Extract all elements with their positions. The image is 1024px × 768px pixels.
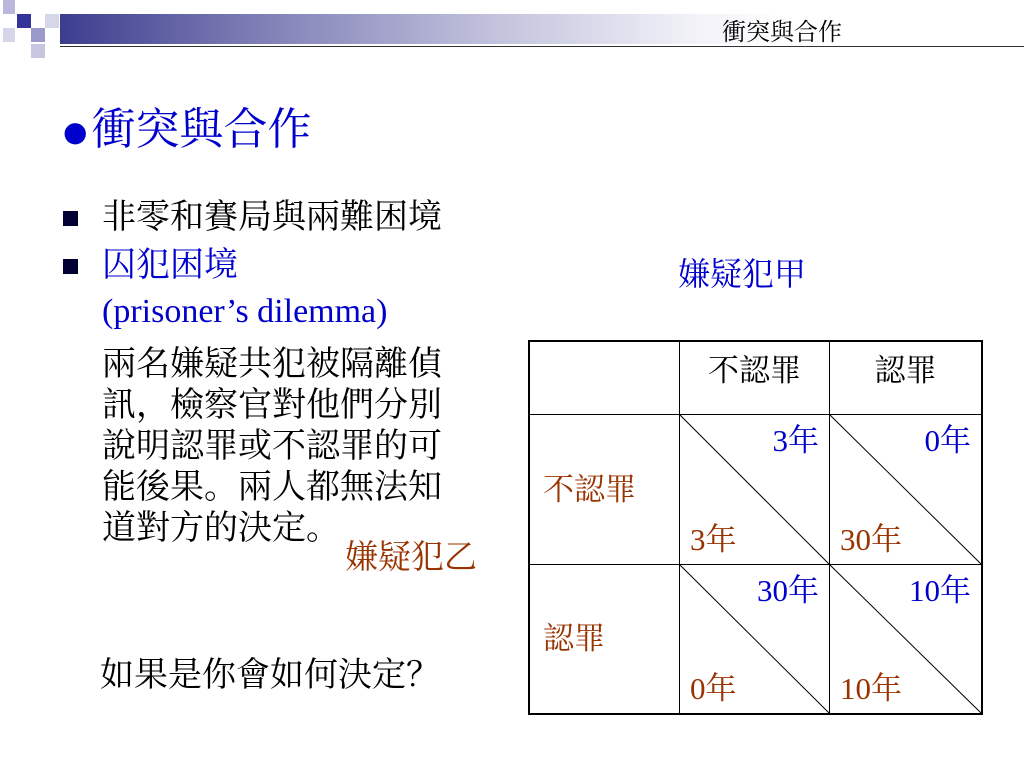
slide-title [63, 104, 311, 158]
suspect-b-sentence: 30年 [840, 522, 902, 557]
header-gradient-band [60, 14, 1024, 44]
bullet-item-english-term: (prisoner’s dilemma) [102, 293, 388, 330]
header-divider [60, 46, 1024, 47]
corner-cell [530, 342, 680, 415]
payoff-cell [830, 415, 981, 565]
paragraph-line: 道對方的決定。 [102, 510, 340, 547]
payoff-cell [830, 565, 981, 713]
suspect-a-sentence: 0年 [924, 423, 971, 458]
title-bullet: ● [63, 115, 88, 148]
row-header-label: 認罪 [543, 621, 605, 656]
suspect-b-sentence: 3年 [690, 522, 737, 557]
paragraph-line: 說明認罪或不認罪的可 [102, 428, 442, 465]
suspect-a-label: 嫌疑犯甲 [678, 256, 807, 292]
decorative-square [3, 28, 15, 42]
decorative-square [3, 0, 15, 14]
paragraph-line: 能後果。兩人都無法知 [102, 469, 442, 506]
square-bullet-icon [63, 211, 78, 226]
suspect-b-sentence: 0年 [690, 671, 737, 706]
slide-title-text: 衝突與合作 [91, 105, 312, 154]
square-bullet-icon [63, 259, 78, 274]
row-header [530, 415, 680, 565]
payoff-cell [680, 565, 830, 713]
payoff-matrix [528, 340, 983, 715]
suspect-b-sentence: 10年 [840, 671, 902, 706]
row-header-label: 不認罪 [543, 471, 636, 507]
bullet-item-prisoners-dilemma: 囚犯困境 [102, 247, 238, 284]
decorative-square [17, 14, 31, 28]
bullet-item-nonzero-sum: 非零和賽局與兩難困境 [102, 199, 442, 236]
suspect-a-sentence: 30年 [757, 573, 819, 608]
paragraph-line: 兩名嫌疑共犯被隔離偵 [102, 346, 442, 383]
payoff-cell [680, 415, 830, 565]
suspect-b-label: 嫌疑犯乙 [345, 540, 477, 576]
scenario-paragraph [102, 344, 442, 549]
suspect-a-sentence: 10年 [909, 573, 971, 608]
paragraph-line: 訊，檢察官對他們分別 [102, 387, 442, 424]
decorative-square [31, 44, 45, 58]
suspect-a-sentence: 3年 [772, 423, 819, 458]
column-header: 認罪 [830, 342, 981, 415]
decorative-square [45, 14, 59, 28]
column-header: 不認罪 [680, 342, 830, 415]
header-title: 衝突與合作 [722, 20, 842, 46]
decorative-square [31, 28, 45, 42]
closing-question: 如果是你會如何決定？ [100, 657, 440, 694]
row-header [530, 565, 680, 713]
